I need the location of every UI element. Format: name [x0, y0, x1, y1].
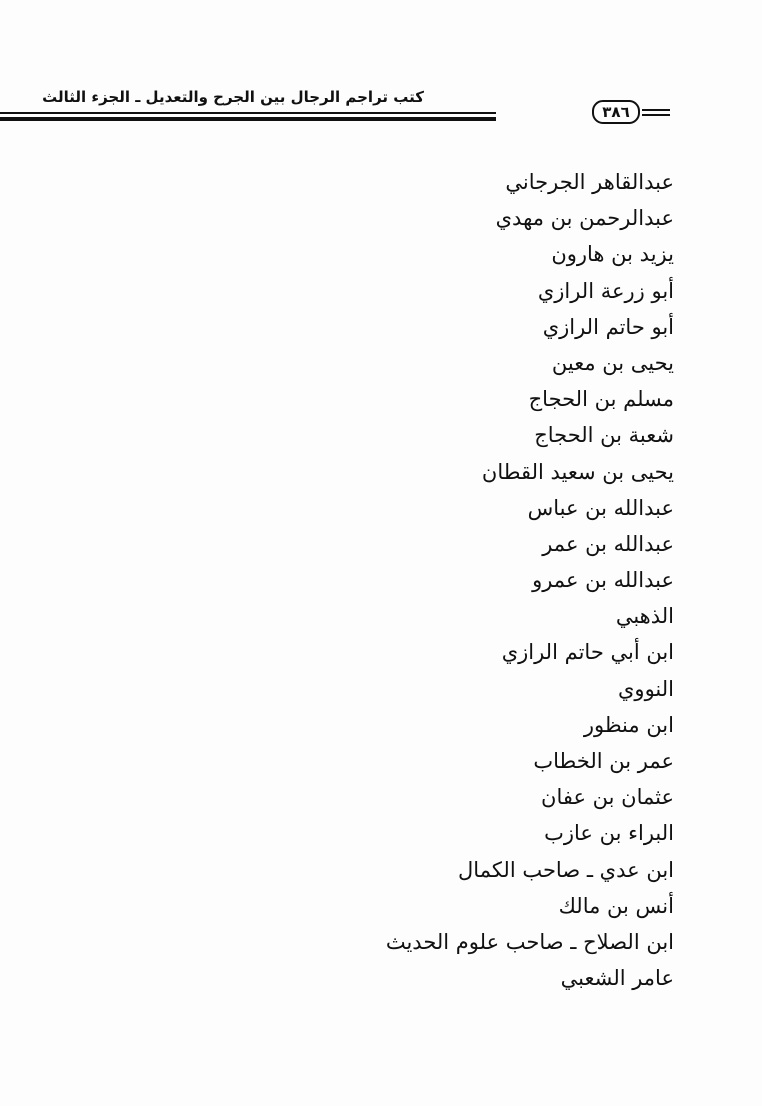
- name-entry: عبدالله بن عباس: [527, 495, 674, 520]
- name-entry: ابن عدي ـ صاحب الكمال: [458, 857, 674, 882]
- book-title: كتب تراجم الرجال بين الجرح والتعديل ـ الجزء الثالث: [42, 88, 424, 106]
- name-entry: يزيد بن هارون: [551, 242, 674, 267]
- ornament-line: [642, 114, 670, 116]
- name-entry: أنس بن مالك: [558, 893, 674, 918]
- name-entry: يحيى بن سعيد القطان: [481, 459, 674, 484]
- name-entry: ابن أبي حاتم الرازي: [501, 640, 674, 665]
- name-entry: عثمان بن عفان: [541, 785, 674, 810]
- name-entry: عامر الشعبي: [560, 966, 674, 991]
- name-entry: أبو زرعة الرازي: [537, 278, 674, 303]
- name-entry: ابن منظور: [583, 712, 674, 737]
- name-entry: البراء بن عازب: [544, 821, 674, 846]
- name-entry: عبدالقاهر الجرجاني: [505, 170, 674, 194]
- running-header: [42, 84, 674, 130]
- name-entry: النووي: [618, 676, 674, 701]
- name-entry: عبدالرحمن بن مهدي: [495, 206, 674, 231]
- names-list: [344, 164, 674, 996]
- header-rule-thick: [0, 117, 496, 121]
- name-entry: عمر بن الخطاب: [533, 749, 674, 773]
- ornament-line: [642, 109, 670, 111]
- header-rule-thin: [0, 112, 496, 114]
- name-entry: عبدالله بن عمر: [542, 531, 674, 556]
- name-entry: ابن الصلاح ـ صاحب علوم الحديث: [385, 929, 674, 954]
- name-entry: شعبة بن الحجاج: [534, 423, 674, 448]
- name-entry: مسلم بن الحجاج: [528, 387, 674, 412]
- name-entry: الذهبي: [615, 604, 674, 629]
- name-entry: يحيى بن معين: [551, 350, 674, 375]
- name-entry: أبو حاتم الرازي: [542, 314, 674, 339]
- page-number: ٣٨٦: [592, 100, 640, 124]
- name-entry: عبدالله بن عمرو: [532, 568, 674, 593]
- page-number-badge: [590, 100, 670, 124]
